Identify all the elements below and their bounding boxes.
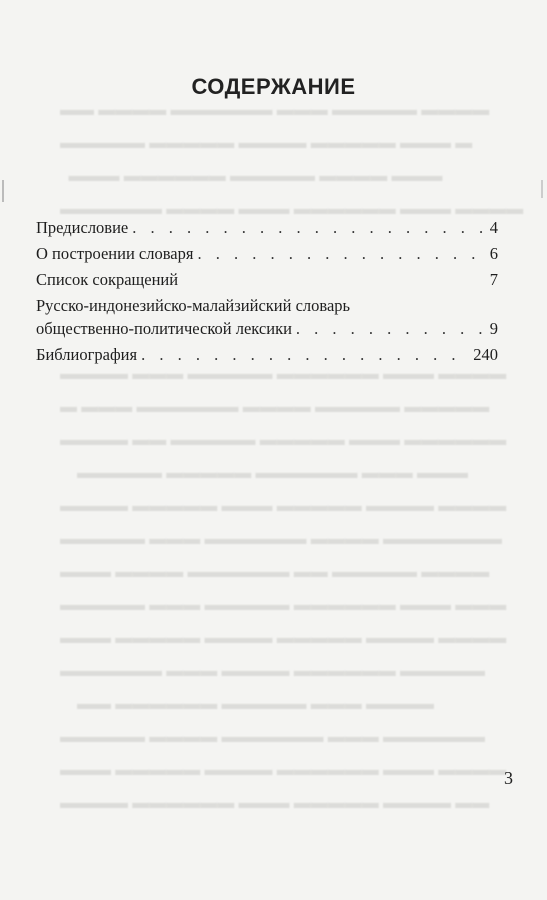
page-title: СОДЕРЖАНИЕ xyxy=(191,74,356,99)
toc-entry-label: Предисловие xyxy=(36,218,129,237)
toc-entry-page: 7 xyxy=(489,270,498,289)
toc-entry-page: 6 xyxy=(489,244,498,263)
toc-entry[interactable] xyxy=(36,243,498,264)
toc-leader-dots xyxy=(296,318,486,339)
toc-entry-line1[interactable] xyxy=(36,295,498,316)
page-margin-mark-right xyxy=(541,180,543,198)
bleed-through-text: ▬▬ ▬▬▬▬ ▬▬▬▬▬▬ ▬▬▬ ▬▬▬▬▬ ▬▬▬▬ ▬▬▬▬▬ ▬▬▬▬▬ ▬▬▬▬ ▬▬▬▬▬ ▬▬▬ ▬ ▬▬▬ ▬▬▬▬▬▬ ▬▬▬▬▬ ▬▬▬▬ ▬▬▬ ▬▬▬▬▬▬ ▬▬▬▬ ▬▬▬ ▬▬▬▬▬▬ ▬▬▬ ▬▬▬▬ ▬▬▬▬ ▬▬▬ ▬▬▬▬▬ ▬▬▬▬▬▬ ▬▬▬ ▬▬▬▬ ▬ ▬▬▬ ▬▬▬▬▬▬ ▬▬▬▬ ▬▬▬▬▬ ▬▬▬▬▬ ▬▬▬▬ ▬▬ ▬▬▬▬▬ ▬▬▬▬▬ ▬▬▬ ▬▬▬▬▬▬ ▬▬▬▬▬ ▬▬▬▬▬ ▬▬▬▬▬▬ ▬▬▬ ▬▬▬ ▬▬▬▬ ▬▬▬▬▬ ▬▬▬ ▬▬▬▬▬ ▬▬▬▬ ▬▬▬▬ ▬▬▬▬▬ ▬▬▬ ▬▬▬▬▬▬ ▬▬▬▬ ▬▬▬▬▬▬▬ ▬▬▬ ▬▬▬▬ ▬▬▬▬▬▬ ▬▬ ▬▬▬▬▬ ▬▬▬▬ ▬▬▬▬▬ ▬▬▬ ▬▬▬▬▬ ▬▬▬▬▬▬ ▬▬▬ ▬▬▬ ▬▬▬ ▬▬▬▬▬ ▬▬▬▬ ▬▬▬▬▬ ▬▬▬▬ ▬▬▬▬ ▬▬▬▬▬▬ ▬▬▬ ▬▬▬▬ ▬▬▬▬▬▬ ▬▬▬▬▬ ▬▬ ▬▬▬▬▬▬ ▬▬▬▬▬ ▬▬▬ ▬▬▬▬ ▬▬▬▬▬ ▬▬▬▬ ▬▬▬▬▬▬ ▬▬▬ ▬▬▬▬▬▬ ▬▬▬ ▬▬▬▬▬ ▬▬▬▬ ▬▬▬▬▬▬ ▬▬▬ ▬▬▬▬ ▬▬▬▬ ▬▬▬▬▬▬ ▬▬▬ ▬▬▬▬▬ ▬▬▬▬ ▬▬ xyxy=(60,100,524,812)
toc-entry-label-cont: общественно-политической лексики xyxy=(36,319,292,338)
toc-entry-label: О построении словаря xyxy=(36,244,194,263)
toc-leader-dots xyxy=(132,217,486,238)
page-margin-mark xyxy=(2,180,4,202)
page-number: 3 xyxy=(504,768,513,788)
toc-entry[interactable] xyxy=(36,269,498,290)
toc-leader-dots xyxy=(141,344,469,365)
toc-entry-page: 9 xyxy=(489,319,498,338)
toc-entry-line2[interactable] xyxy=(36,318,498,339)
table-of-contents xyxy=(36,217,498,370)
toc-entry-label: Библиография xyxy=(36,345,138,364)
toc-entry-label: Список сокращений xyxy=(36,270,179,289)
toc-entry[interactable] xyxy=(36,217,498,238)
toc-entry-page: 240 xyxy=(473,345,498,364)
toc-entry[interactable] xyxy=(36,344,498,365)
toc-entry-page: 4 xyxy=(489,218,498,237)
toc-entry-label: Русско-индонезийско-малайзийский словарь xyxy=(36,296,351,315)
toc-leader-dots xyxy=(197,243,485,264)
